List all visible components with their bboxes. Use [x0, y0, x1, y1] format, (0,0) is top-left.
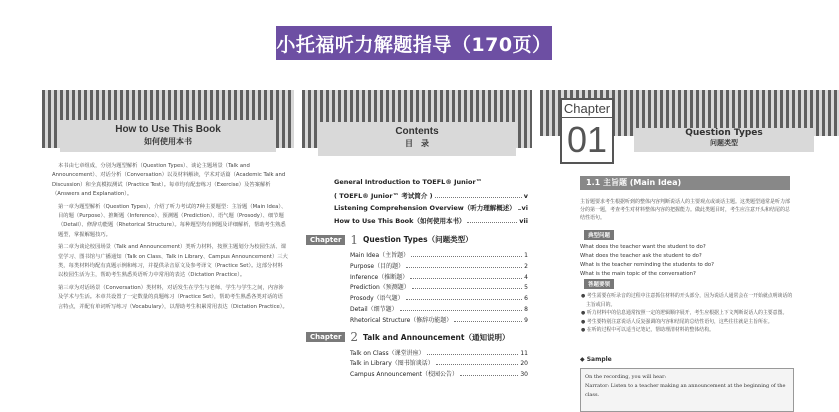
toc-leader	[406, 299, 522, 300]
list-item: ● 在听的过程中可以适当记笔记，帮助理清材料的整体结构。	[581, 327, 714, 334]
toc-entry-label: General Introduction to TOEFL® Junior™	[334, 178, 483, 186]
toc-entry-label: How to Use This Book（如何使用本书）	[334, 216, 466, 225]
toc-entry-label: Listening Comprehension Overview（听力理解概述）	[334, 204, 516, 212]
toc-entry	[306, 272, 528, 283]
list-item: What is the teacher reminding the students to do?	[580, 262, 714, 268]
toc-entry	[306, 369, 528, 380]
toc-entry	[306, 304, 528, 315]
toc-entry-page: 9	[524, 316, 528, 324]
toc-entry-label: Talk in Library（图书馆谈话）	[350, 360, 434, 368]
toc-entry-label: Inference（推断题）	[350, 273, 409, 281]
page-header-box	[60, 120, 276, 152]
toc-entry-page: 1	[524, 252, 528, 259]
toc-entry-page: vii	[519, 216, 528, 225]
toc-entry	[306, 358, 528, 369]
section-heading: 1.1 主旨题 (Main Idea)	[580, 176, 790, 190]
sample-label: ◆ Sample	[580, 356, 612, 363]
chapter-heading	[306, 330, 528, 345]
toc-entry	[306, 315, 528, 326]
toc-entry	[306, 261, 528, 272]
page-header-title: Contents	[395, 126, 439, 137]
toc-leader	[406, 267, 522, 268]
body-text	[52, 162, 288, 315]
list-item: What does the teacher ask the student to do?	[580, 253, 702, 259]
toc-entry-page: 5	[524, 284, 528, 292]
banner-title: 小托福听力解题指导（170页）	[276, 26, 552, 60]
toc-entry-label: Main Idea（主旨题）	[350, 252, 410, 259]
subsection-tag: 典型问题	[584, 230, 614, 240]
sample-box	[580, 368, 794, 412]
toc-entry	[306, 178, 528, 191]
paragraph: 本书由七章组成，分别为题型解析（Question Types）、谈论主题场景（Talk and Announcement）、对话分析（Conversation）以及材料解读，学术对话篇（Academic Talk and Discussion）和全真模拟测试（Practice Test）。每章均有配套练习（Exercise）及答案解析（Answers and Explanation）。	[52, 163, 286, 198]
toc-entry-label: Purpose（目的题）	[350, 262, 405, 270]
page-header-subtitle: 问题类型	[710, 139, 738, 147]
toc-entry-page: 20	[520, 360, 528, 368]
page-header-subtitle: 如何使用本书	[144, 137, 192, 146]
toc-entry-page: vi	[521, 204, 528, 212]
chapter-heading	[306, 232, 528, 247]
toc-entry	[306, 348, 528, 359]
page-header-title: How to Use This Book	[115, 124, 221, 135]
toc-entry-label: ( TOEFL® Junior™ 考试简介 )	[334, 191, 433, 200]
paragraph: 第一章为题型解析（Question Types），介绍了听力考试的7种主要题型：主旨题（Main Idea）、目的题（Purpose）、推断题（Inference）、预测题（Prediction）、语气题（Prosody）、细节题（Detail）、修辞功能题（Rhetorical Structure）。每种题型均有例题及详细解析，帮助考生熟悉题型，掌握解题技巧。	[58, 203, 287, 238]
toc-entry-label: Talk on Class（课堂讲座）	[350, 349, 425, 357]
toc-leader	[460, 375, 518, 376]
toc-entry-page: 11	[520, 349, 528, 357]
toc-leader	[454, 321, 522, 322]
toc-entry-label: Detail（细节题）	[350, 305, 398, 313]
subsection-tag: 答题要领	[584, 279, 614, 289]
sample-line: On the recording, you will hear:	[585, 374, 667, 380]
toc-leader	[411, 256, 522, 257]
page-how-to-use	[42, 90, 294, 412]
toc-entry-page: 6	[524, 295, 528, 303]
toc-leader	[427, 354, 519, 355]
chapter-title: Talk and Announcement（通知说明）	[363, 332, 510, 342]
toc-entry	[306, 282, 528, 293]
chapter-badge: Chapter	[306, 235, 345, 245]
list-item: ● 听力材料中的信息通常按照一定的逻辑顺序展开，考生应根据上下文判断说话人的主要意图。	[581, 310, 788, 317]
toc-entry-page: 8	[524, 305, 528, 313]
paragraph: 第三章为对话场景（Conversation）类材料，对话发生在学生与老师、学生与学生之间，内容涉及学术与生活。本章共设置了一定数量的真题练习（Practice Set），帮助考生熟悉各类对话的语言特点，并配有单词听写练习（Vocabulary），以帮助考生积累常用表达（Dictation Practice）。	[58, 284, 288, 310]
toc-entry-label: Campus Announcement（校园公告）	[350, 371, 459, 379]
toc-entry-page: 2	[524, 262, 528, 270]
toc-leader	[410, 278, 522, 279]
toc-entry-label: Prosody（语气题）	[350, 295, 404, 303]
toc-entry-label: Prediction（预测题）	[350, 284, 410, 292]
toc-leader	[400, 310, 522, 311]
page-header-box	[318, 122, 516, 156]
list-item: What does the teacher want the student to do?	[580, 244, 706, 250]
page-header-box	[634, 128, 814, 152]
list-item: ● 考生需要在听录音的过程中注意抓住材料的开头部分，因为说话人通常会在一开始就点明谈话的主旨或目的。	[581, 293, 793, 308]
toc-entry-label: Rhetorical Structure（修辞功能题）	[350, 316, 453, 324]
toc-entry-page: 4	[524, 273, 528, 281]
tip-list	[580, 292, 794, 335]
chapter-number: 1	[350, 232, 359, 247]
toc-leader	[467, 222, 517, 223]
toc-entry	[306, 203, 528, 216]
toc-leader	[435, 197, 522, 198]
paragraph: 第二章为谈论校园场景（Talk and Announcement）类听力材料，按照主题划分为校园生活、课堂学习、图书馆与广播通知（Talk on Class、Talk in Library、Campus Announcement）三大类，每类材料均配有真题示例和练习，并提供录音原文及参考译文（Practice Set）。这部分材料以校园生活为主，帮助考生熟悉英语听力中常用的表达（Dictation Practice）。	[58, 244, 288, 279]
table-of-contents	[306, 178, 528, 380]
chapter-number-box	[560, 98, 614, 164]
toc-leader	[412, 288, 522, 289]
question-list	[580, 243, 794, 279]
toc-entry	[306, 293, 528, 304]
list-item: What is the main topic of the conversation?	[580, 271, 696, 277]
chapter-badge: Chapter	[306, 332, 345, 342]
toc-leader	[518, 209, 520, 210]
section-intro: 主旨题要求考生根据听到的整体内容判断说话人的主要观点或谈话主题。这类题型通常是听力部分的第一题，考查考生对材料整体内容的把握能力。做此类题目时，考生应注意开头和结尾的总结性语句。	[580, 199, 791, 221]
toc-entry	[306, 250, 528, 261]
toc-entry-page: 30	[520, 371, 528, 379]
toc-leader	[436, 364, 519, 365]
page-header-subtitle: 目 录	[405, 139, 429, 148]
page-chapter-01	[540, 90, 839, 412]
page-header-title: Question Types	[685, 128, 763, 138]
chapter-number: 2	[350, 330, 359, 345]
toc-entry	[306, 216, 528, 229]
toc-entry	[306, 191, 528, 204]
list-item: ● 考生要特别注意说话人反复强调的内容和结尾的总结性语句，这些往往就是主旨所在。	[581, 318, 773, 325]
toc-entry-page: v	[523, 191, 528, 200]
page-contents	[302, 90, 532, 412]
chapter-word: Chapter	[563, 101, 611, 116]
chapter-title: Question Types（问题类型）	[363, 235, 473, 244]
chapter-number: 01	[566, 119, 608, 160]
sample-line: Narrator: Listen to a teacher making an announcement at the beginning of the class.	[585, 383, 786, 398]
